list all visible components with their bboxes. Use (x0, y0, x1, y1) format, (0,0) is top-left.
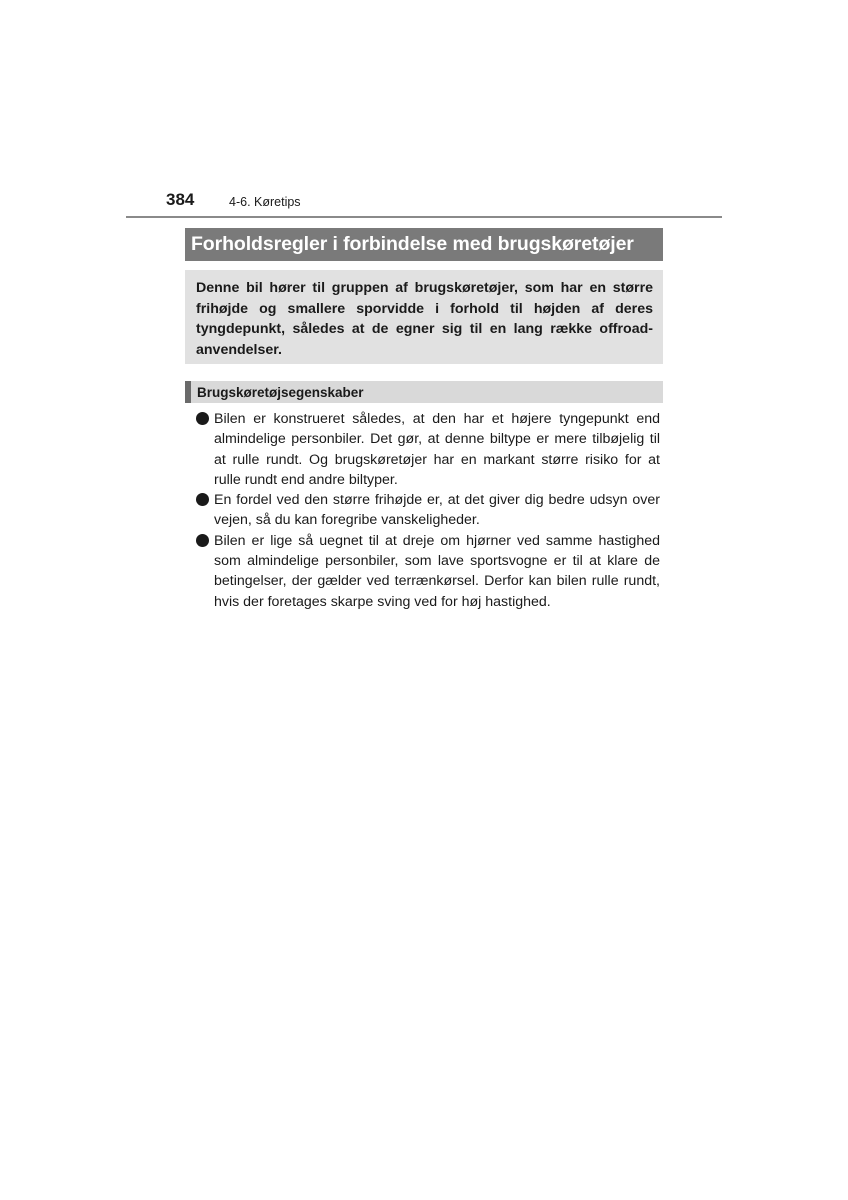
page-number: 384 (166, 190, 195, 209)
bullet-icon (196, 534, 209, 547)
list-item (196, 490, 660, 531)
page-header (126, 188, 722, 218)
bullet-text: En fordel ved den større frihøjde er, at det giver dig bedre udsyn over vejen, så du kan foregribe vanskeligheder. (214, 492, 660, 529)
bullet-list (196, 409, 660, 612)
subheading-bar (185, 381, 663, 403)
bullet-text: Bilen er lige så uegnet til at dreje om hjørner ved samme hastighed som almindelige personbiler, som lave sportsvogne er til at klare de betingelser, der gælder ved terrænkørsel. Derfor kan bilen rulle rundt, hvis der foretages skarpe sving ved for høj hastighed. (214, 532, 660, 610)
intro-box (185, 270, 663, 364)
page-title-bar (185, 228, 663, 261)
bullet-icon (196, 412, 209, 425)
list-item (196, 409, 660, 490)
bullet-text: Bilen er konstrueret således, at den har et højere tyngepunkt end almindelige personbiler. Det gør, at denne biltype er mere tilbøjelig til at rulle rundt. Og brugskøretøjer har en markant større risiko for at rulle rundt end andre biltyper. (214, 411, 660, 488)
page-title: Forholdsregler i forbindelse med brugskøretøjer (191, 233, 634, 255)
section-reference: 4-6. Køretips (229, 195, 301, 209)
intro-text: Denne bil hører til gruppen af brugskøretøjer, som har en større frihøjde og smallere sporvidde i forhold til højden af deres tyngdepunkt, således at de egner sig til en lang række offroad-anvendelser. (196, 280, 653, 358)
bullet-icon (196, 493, 209, 506)
list-item (196, 531, 660, 612)
subheading: Brugskøretøjsegenskaber (197, 384, 364, 400)
